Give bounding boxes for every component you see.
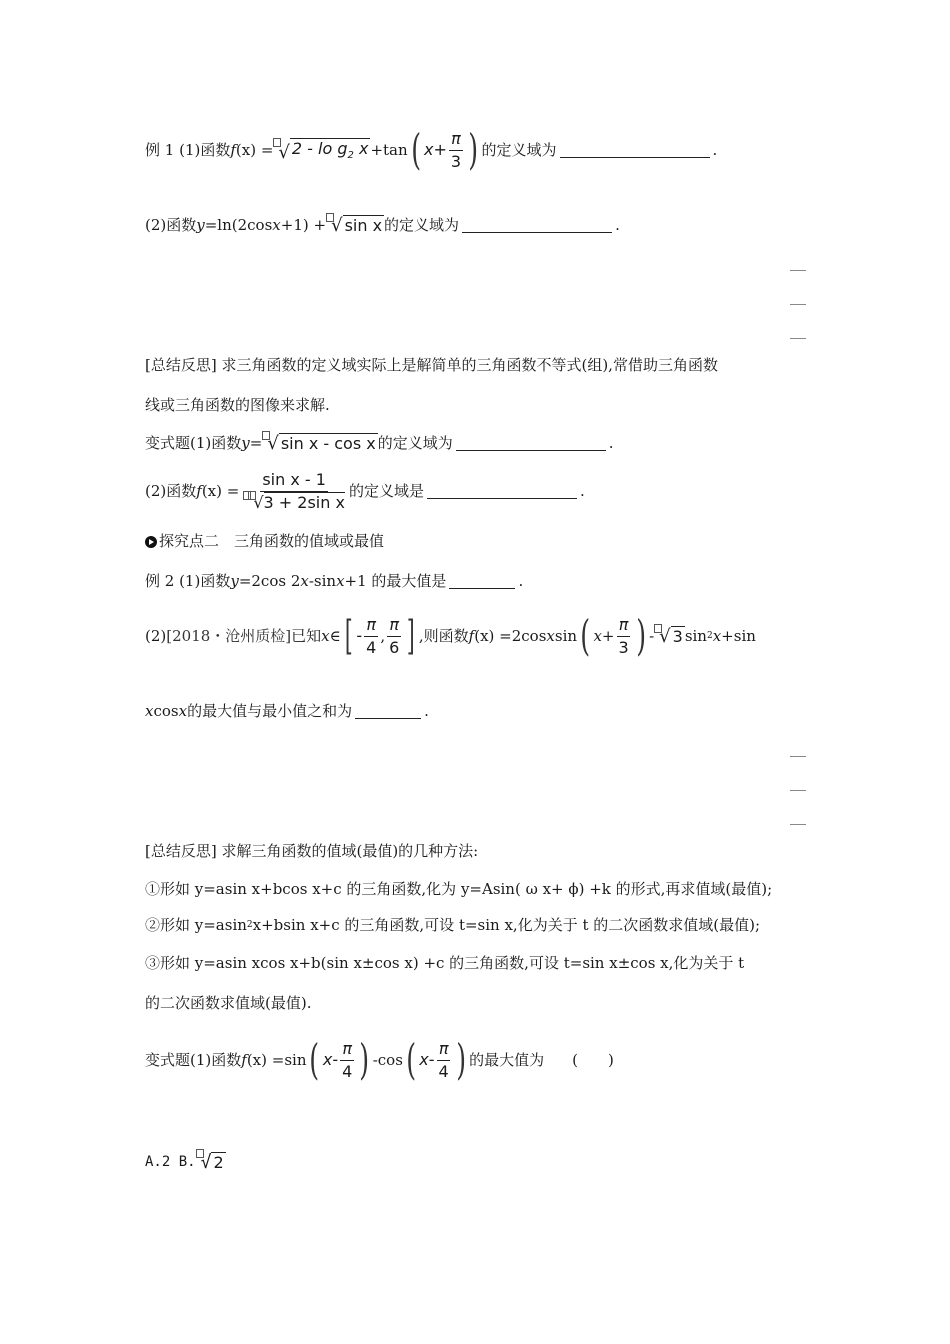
var2-d2: 4 [438,1061,449,1081]
ex2-line2-suffix: 的最大值与最小值之和为 [187,702,353,720]
ex2-p1-prefix: 例 2 (1)函数 [145,572,231,590]
summary2-m2a: ②形如 y=asin [145,916,247,934]
ex1-p2-mid: =ln(2cos [204,215,273,234]
answer-blank[interactable] [355,704,421,719]
margin-dash [790,790,806,791]
ex1-p1-x2: x [424,140,434,159]
margin-dash [790,304,806,305]
ex2-p2-pi3: π [617,616,631,637]
ex1-label: 例 1 [145,140,175,159]
ex2-p2-inner-x: x [593,626,602,645]
ex2-p2-sqrt [659,626,685,646]
section2-title: 探究点二 三角函数的值域或最值 [159,532,385,550]
var1-p1-sqrt [267,433,377,453]
ex1-p2-prefix: (2)函数 [145,215,197,234]
placeholder-box-icon [326,213,334,222]
summary2-method1: ①形如 y=asin x+bcos x+c 的三角函数,化为 y=Asin( ω x+ ϕ) +k 的形式,再求值域(最值); [145,880,773,898]
var2-choice-paren[interactable]: ( ) [572,1050,614,1069]
right-paren-icon: ) [635,611,646,660]
ex1-p2-sqrt [331,215,384,235]
var1-part2 [145,468,585,514]
radical-icon: √ [253,492,264,512]
ex2-part2-line2 [145,704,429,719]
ex2-p2-xsin: x [546,626,555,645]
var1-label: 变式题 [145,433,191,452]
right-paren-icon: ) [359,1035,370,1084]
margin-dash [790,270,806,271]
ex2-line2-x2: x [178,702,188,720]
summary2-heading: [总结反思] 求解三角函数的值域(最值)的几种方法: [145,842,479,860]
answer-blank[interactable] [462,218,612,233]
left-paren-icon: ( [406,1035,417,1084]
summary2-m2sup: 2 [246,920,253,930]
ex1-p2-rad: sin x [344,216,383,236]
ex1-part1 [145,125,718,174]
var1-p2-paren: (x) = [201,481,240,500]
ex2-p2-f: f [468,626,475,645]
var2-d1: 4 [342,1061,353,1081]
var1-p2-num: sin x - 1 [260,471,328,492]
var2-paren: (x) =sin [246,1050,307,1069]
ex1-p1-rad: 2 - lo g [291,139,348,159]
ex2-p1-x2: x [336,572,345,590]
ex1-p1-paren: (x) = [235,140,274,159]
summary1-line1: [总结反思] 求三角函数的定义域实际上是解简单的三角函数不等式(组),常借助三角函数 [145,356,718,374]
var1-part1 [145,430,614,456]
ex1-p1-plus: + [433,140,447,159]
options-line [145,1152,226,1172]
ex1-part2 [145,212,620,238]
summary2-method2 [145,918,760,933]
play-bullet-icon [145,536,157,548]
ex2-p2-x3: x [712,626,722,645]
var2-frac1 [340,1040,354,1080]
placeholder-box-icon [196,1149,204,1158]
ex2-p1-y: y [230,572,239,590]
var1-p2-frac [241,471,347,511]
option-b-sqrt [201,1152,226,1172]
ex2-p1-end: . [518,572,524,590]
var2-minus2: - [428,1050,435,1069]
ex1-p2-end: . [615,215,620,234]
var2-x1: x [322,1050,333,1069]
left-paren-icon: ( [580,611,591,660]
var1-p1-eq: = [249,433,263,452]
ex2-p2-x: x [321,626,330,645]
ex2-p1-mid: =2cos 2 [238,572,301,590]
ex2-p2-inner-plus: + [601,626,615,645]
placeholder-box-icon [273,138,281,147]
var1-p1-prefix: (1)函数 [190,433,242,452]
right-paren-icon: ) [456,1035,466,1084]
ex2-p2-sin2: sin [684,626,707,645]
ex1-p1-sub: 2 [347,150,354,162]
var2-prefix: (1)函数 [190,1050,242,1069]
ex2-p2-frac2 [387,616,401,656]
summary2-method3: ③形如 y=asin xcos x+b(sin x±cos x) +c 的三角函数,可设 t=sin x±cos x,化为关于 t [145,954,745,972]
ex1-p1-pi: π [449,130,463,151]
ex2-p2-d1: 4 [366,637,377,657]
margin-dash [790,824,806,825]
radical-icon: √ [278,141,290,163]
right-bracket-icon: ] [407,613,415,659]
ex2-p2-comma: , [380,626,386,645]
var1-p2-end: . [579,481,585,500]
ex2-p2-minus: - [649,626,655,645]
placeholder-box-icon [262,431,270,440]
ex2-p2-frac3 [616,616,630,656]
ex1-p2-mid2: +1) + [280,215,327,234]
option-b-rad: 2 [213,1153,224,1172]
ex2-line2-x: x [145,702,154,720]
answer-blank[interactable] [427,484,577,499]
var2-mid: -cos [372,1050,403,1069]
var2-x2: x [419,1050,429,1069]
ex1-p1-x: x [358,139,369,159]
var1-p1-end: . [608,433,614,452]
ex2-p2-pi1: π [364,616,378,637]
ex2-p2-sin: sin [554,626,578,645]
ex1-p1-f: f [230,140,236,159]
option-a[interactable]: A.2 [145,1153,171,1170]
ex2-p2-pi2: π [387,616,401,637]
ex2-p2-neg: - [356,626,363,645]
ex1-p1-plus-tan: +tan [370,140,408,159]
left-paren-icon: ( [309,1035,320,1084]
var1-p1-rad: sin x - cos x [280,434,376,454]
ex2-p2-rad3: 3 [672,627,683,647]
option-b[interactable]: B. [178,1153,196,1170]
answer-blank[interactable] [560,143,710,158]
ex2-p2-plussin: +sin [721,626,756,645]
ex2-p2-prefix: (2) [145,626,167,645]
margin-dash [790,338,806,339]
var2-minus1: - [332,1050,339,1069]
ex1-p1-frac [449,130,463,170]
ex2-line2-cos: cos [153,702,179,720]
var1-p2-prefix: (2)函数 [145,481,197,500]
radical-icon: √ [659,625,671,647]
var1-p2-suffix: 的定义域是 [348,481,424,500]
ex1-p1-sqrt [278,138,370,161]
summary2-m2b: x+bsin x+c 的三角函数,可设 t=sin x,化为关于 t 的二次函数求值域(最值); [252,916,761,934]
placeholder-box-icon [248,491,256,500]
summary2-method3b: 的二次函数求值域(最值). [145,994,312,1012]
ex2-part2 [145,610,756,662]
ex2-p2-d3: 3 [618,637,629,657]
radical-icon: √ [267,432,279,454]
ex2-p2-in: ∈ [329,626,341,645]
left-paren-icon: ( [410,125,421,174]
answer-blank[interactable] [456,436,606,451]
ex2-p2-paren: (x) =2cos [474,626,547,645]
ex2-p2-known: 已知 [291,626,322,645]
placeholder-box-icon [654,624,662,633]
ex1-p1-3: 3 [450,151,462,171]
ex2-part1 [145,574,523,589]
right-paren-icon: ) [468,125,479,174]
ex2-p2-source: [2018・沧州质检] [166,626,292,645]
summary1-line2: 线或三角函数的图像来求解. [145,396,330,414]
ex1-p1-end: . [712,140,718,159]
ex2-p2-frac1 [364,616,378,656]
ex2-p1-mid2: -sin [308,572,337,590]
var1-p2-den: 3 + 2sin x [263,492,345,512]
ex2-p1-mid3: +1 的最大值是 [344,572,447,590]
var2-suffix: 的最大值为 [469,1050,545,1069]
answer-blank[interactable] [449,574,515,589]
ex2-p1-x: x [300,572,309,590]
ex1-p1-suffix: 的定义域为 [481,140,557,159]
left-bracket-icon: [ [344,613,353,659]
var2-pi2: π [437,1040,451,1061]
var2-label: 变式题 [145,1050,191,1069]
ex1-p2-suffix: 的定义域为 [384,215,460,234]
var1-p2-f: f [196,481,202,500]
ex2-p2-d2: 6 [389,637,400,657]
radical-icon: √ [200,1151,212,1173]
var1-p1-suffix: 的定义域为 [377,433,453,452]
ex2-line2-end: . [424,702,429,720]
var2-pi1: π [340,1040,354,1061]
var2-f: f [241,1050,247,1069]
margin-dash [790,756,806,757]
var1-p1-y: y [241,433,250,452]
ex2-p2-sup2: 2 [706,630,713,641]
ex1-p2-x: x [272,215,281,234]
ex1-p2-y: y [196,215,205,234]
ex2-p2-then: ,则函数 [418,626,469,645]
section2-heading [145,534,384,549]
ex1-p1-prefix: (1)函数 [179,140,231,159]
var2-question [145,1034,614,1086]
radical-icon: √ [331,214,343,236]
var2-frac2 [437,1040,451,1080]
